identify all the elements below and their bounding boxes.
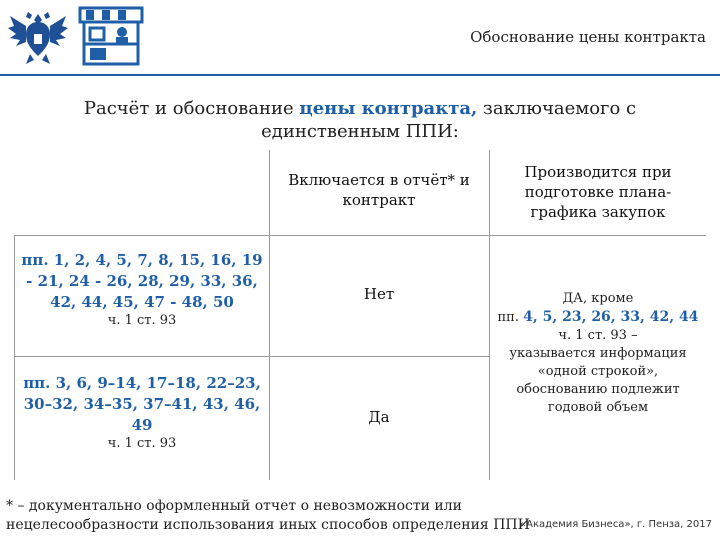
table-line (14, 235, 706, 236)
note-prefix: пп. (497, 310, 519, 325)
note-line-1: ДА, кроме (562, 291, 634, 306)
market-stall-icon (76, 4, 146, 68)
page-title (60, 97, 660, 143)
note-point-list: 4, 5, 23, 26, 33, 42, 44 (523, 309, 699, 325)
note-points (496, 308, 700, 345)
column-header-plan: Производится при подготовке плана-графика закупок (524, 163, 672, 221)
title-highlight: цены контракта, (299, 98, 478, 119)
row-1-point-list: пп. 1, 2, 4, 5, 7, 8, 15, 16, 19 - 21, 24 - 26, 28, 29, 33, 36, 42, 44, 45, 47 - 48, 50 (21, 251, 263, 311)
table-line (489, 150, 490, 480)
title-text-start: Расчёт и обоснование (83, 98, 300, 119)
procurement-table (14, 150, 706, 480)
row-2-answer: Да (368, 408, 390, 426)
row-1-article-ref: ч. 1 ст. 93 (107, 313, 177, 328)
row-1-answer: Нет (363, 285, 395, 303)
row-1-points (18, 250, 266, 328)
table-line (14, 356, 489, 357)
header-divider (0, 74, 720, 76)
note-rest: указывается информация «одной строкой», обоснованию подлежит годовой объем (509, 346, 687, 415)
credit-line: «Академия Бизнеса», г. Пенза, 2017 (520, 519, 712, 530)
column-header-report: Включается в отчёт* и контракт (288, 171, 470, 209)
header-title: Обоснование цены контракта (470, 28, 706, 46)
header-bar (0, 0, 720, 80)
row-2-points (18, 373, 266, 451)
note-article-ref: ч. 1 ст. 93 – (558, 328, 638, 343)
row-2-point-list: пп. 3, 6, 9–14, 17–18, 22–23, 30–32, 34–35, 37–41, 43, 46, 49 (23, 374, 261, 434)
title-text-end: заключаемого с единственным ППИ: (261, 98, 637, 142)
merged-plan-note (496, 290, 700, 417)
table-line (14, 235, 15, 480)
table-line (269, 150, 270, 480)
double-headed-eagle-icon (6, 4, 70, 68)
row-2-article-ref: ч. 1 ст. 93 (107, 436, 177, 451)
footnote: * – документально оформленный отчет о невозможности или нецелесообразности использования иных способов определения ППИ (6, 498, 530, 533)
